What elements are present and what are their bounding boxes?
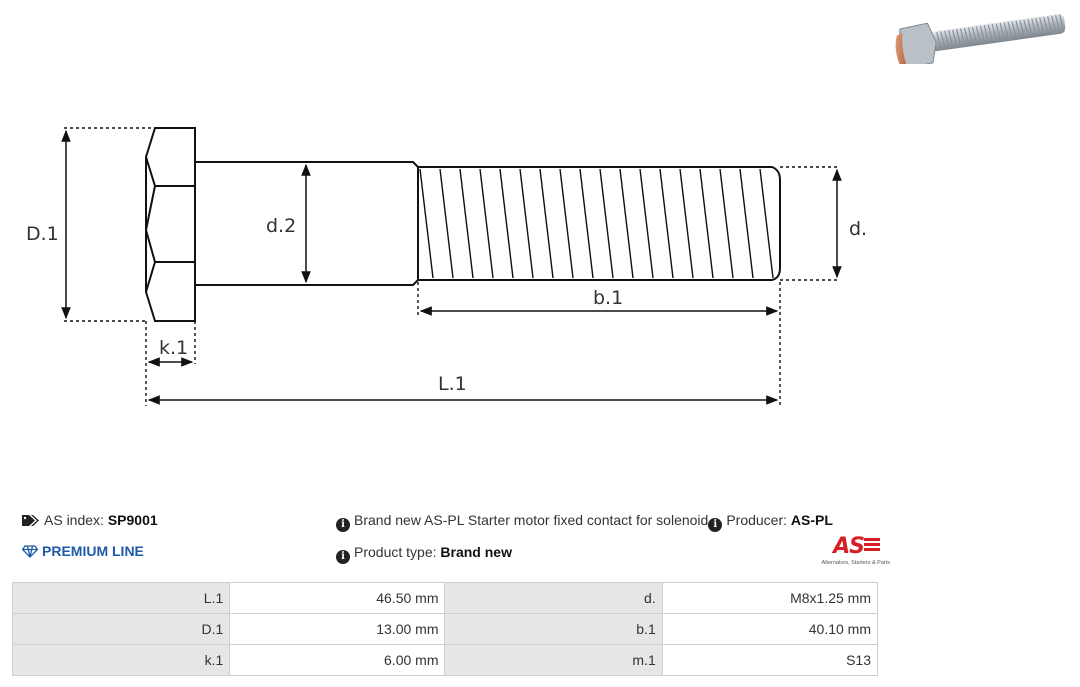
premium-line-badge: [22, 543, 144, 559]
spec-value: 13.00 mm: [230, 614, 445, 645]
thread-line: [600, 169, 613, 278]
spec-key: b.1: [445, 614, 662, 645]
thread-line: [580, 169, 593, 278]
producer-label: Producer:: [726, 512, 788, 528]
label-D1: D.1: [26, 223, 59, 245]
thread-line: [660, 169, 673, 278]
logo-bars: [864, 538, 880, 556]
product-type-label: Product type:: [354, 544, 437, 560]
thread-line: [760, 169, 773, 278]
spec-key: L.1: [13, 583, 230, 614]
thread-line: [620, 169, 633, 278]
label-L1: L.1: [438, 373, 467, 395]
thread-line: [500, 169, 513, 278]
table-row: [13, 583, 878, 614]
diamond-icon: [22, 545, 38, 558]
logo-text: AS: [833, 534, 864, 559]
thread-line: [440, 169, 453, 278]
as-index-label: AS index:: [44, 512, 104, 528]
as-index: [22, 512, 158, 528]
spec-key: k.1: [13, 645, 230, 676]
as-index-value: SP9001: [107, 512, 158, 528]
thread-line: [420, 169, 433, 278]
thread-line: [720, 169, 733, 278]
description-text: Brand new AS-PL Starter motor fixed contact for solenoid: [354, 512, 709, 528]
info-icon: i: [336, 550, 350, 564]
thread-line: [640, 169, 653, 278]
label-d2: d.2: [266, 215, 297, 237]
spec-key: d.: [445, 583, 662, 614]
spec-key: m.1: [445, 645, 662, 676]
thread-line: [560, 169, 573, 278]
thread-line: [520, 169, 533, 278]
premium-line-label: PREMIUM LINE: [42, 543, 144, 559]
info-icon: i: [708, 518, 722, 532]
product-description: [336, 512, 833, 532]
label-b1: b.1: [593, 287, 624, 309]
producer-value: AS-PL: [790, 512, 833, 528]
tag-icon: [22, 514, 40, 527]
table-row: [13, 645, 878, 676]
bolt-head: [146, 128, 195, 321]
thread-line: [460, 169, 473, 278]
thread-line: [680, 169, 693, 278]
logo-subtitle: Alternators, Starters & Parts: [821, 560, 890, 566]
product-photo: [890, 8, 1072, 64]
bolt-thread: [418, 167, 780, 280]
spec-value: M8x1.25 mm: [662, 583, 877, 614]
thread-line: [740, 169, 753, 278]
label-k1: k.1: [159, 337, 189, 359]
spec-value: 6.00 mm: [230, 645, 445, 676]
spec-key: D.1: [13, 614, 230, 645]
thread-line: [540, 169, 553, 278]
info-icon: i: [336, 518, 350, 532]
product-type: [336, 544, 512, 564]
as-pl-logo: [808, 534, 890, 570]
spec-value: 46.50 mm: [230, 583, 445, 614]
spec-value: S13: [662, 645, 877, 676]
spec-value: 40.10 mm: [662, 614, 877, 645]
specs-table: [12, 582, 878, 676]
label-d: d.: [849, 218, 868, 240]
product-type-value: Brand new: [440, 544, 512, 560]
thread-line: [480, 169, 493, 278]
thread-line: [700, 169, 713, 278]
table-row: [13, 614, 878, 645]
